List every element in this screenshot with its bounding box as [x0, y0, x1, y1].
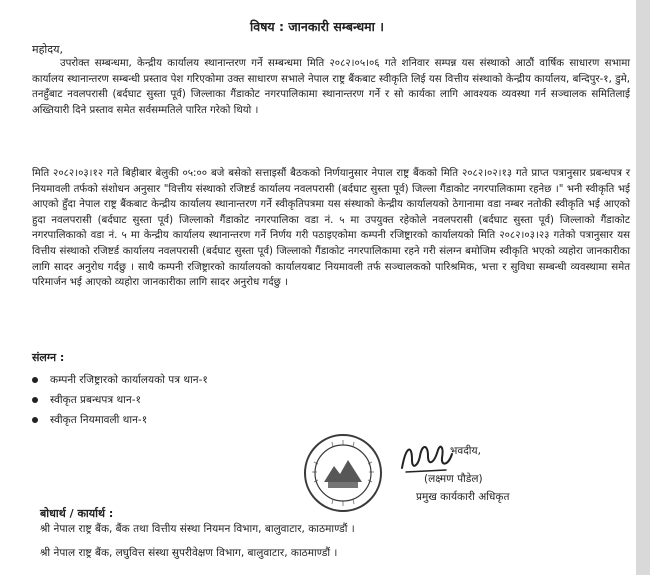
bullet-icon	[32, 377, 38, 383]
signer-name: (लक्ष्मण पौडेल)	[424, 473, 483, 485]
company-seal-icon	[302, 432, 384, 514]
body-paragraph-2: मिति २०८२।०३।१२ गते बिहीबार बेलुकी ०५:०० बजे बसेको सत्ताइसौं बैठकको निर्णयानुसार नेपाल राष्ट्र बैंकको मिति २०८२।०२।१३ गते प्राप्त पत्रानुसार प्रबन्धपत्र र नियमावली तर्फको संशोधन अनुसार "वित्तीय संस्थाको रजिष्टर्ड कार्यालय नवलपरासी (बर्दघाट सुस्ता पूर्व) जिल्ला गैंडाकोट नगरपालिकामा रहनेछ ।" भनी स्वीकृति भई आएको हुँदा नेपाल राष्ट्र बैंकबाट केन्द्रीय कार्यालय स्थानान्तरण गर्ने स्वीकृतिपत्रमा यस संस्थाको केन्द्रीय कार्यालयको ठेगानामा वडा नम्बर नतोकी स्वीकृति भई आएको हुदा नवलपरासी (बर्दघाट सुस्ता पूर्व) जिल्लाको गैंडाकोट नगरपालिका वडा नं. ५ मा उपयुक्त रहेकोले नवलपरासी (बर्दघाट सुस्ता पूर्व) जिल्लाको गैंडाकोट नगरपालिकाको वडा नं. ५ मा केन्द्रीय कार्यालय स्थानान्तरण गर्ने निर्णय गरी पठाइएकोमा कम्पनी रजिष्ट्रारको कार्यालयको मिति २०८२।०३।२३ गतेको पत्रानुसार यस वित्तीय संस्थाको रजिष्टर्ड कार्यालय नवलपरासी (बर्दघाट सुस्ता पूर्व) जिल्लाको गैंडाकोट नगरपालिकामा रहने गरी संलग्न बमोजिम स्वीकृति भएको व्यहोरा जानकारीका लागि सादर अनुरोध गर्दछु । साथै कम्पनी रजिष्ट्रारको कार्यालयको कार्यालयबाट नियमावली तर्फ सञ्चालकको पारिश्रमिक, भत्ता र सुविधा सम्बन्धी व्यवस्थामा समेत परिमार्जन भई आएको व्यहोरा जानकारीका लागि सादर अनुरोध गर्दछु ।	[32, 168, 630, 289]
subject-line: विषय : जानकारी सम्बन्धमा ।	[250, 19, 384, 34]
attachments-heading: संलग्न :	[32, 351, 65, 364]
cc-heading: बोधार्थ / कार्यार्थ :	[40, 507, 114, 520]
cc-recipient: श्री नेपाल राष्ट्र बैंक, बैंक तथा वित्तीय संस्था नियमन विभाग, बालुवाटार, काठमाण्डौं ।	[40, 523, 355, 535]
attachment-item	[32, 410, 208, 430]
page-edge-divider	[636, 0, 650, 575]
signer-title: प्रमुख कार्यकारी अधिकृत	[416, 491, 510, 503]
attachment-label: स्वीकृत प्रबन्धपत्र थान-१	[50, 394, 141, 406]
bullet-icon	[32, 417, 38, 423]
attachments-list	[32, 370, 208, 430]
body-paragraph-1: उपरोक्त सम्बन्धमा, केन्द्रीय कार्यालय स्थानान्तरण गर्ने सम्बन्धमा मिति २०८२।०५।०६ गते शनिवार सम्पन्न यस संस्थाको आठौं वार्षिक साधारण सभामा कार्यालय स्थानान्तरण सम्बन्धी प्रस्ताव पेश गरिएकोमा उक्त साधारण सभाले नेपाल राष्ट्र बैंकबाट स्वीकृति लिई यस वित्तीय संस्थाको केन्द्रीय कार्यालय, बन्दिपुर-१, डुमे, तनहुँबाट नवलपरासी (बर्दघाट सुस्ता पूर्व) जिल्लाका गैंडाकोट नगरपालिकामा स्थानान्तरण गर्ने र सो कार्यका लागि आवश्यक व्यवस्था गर्न सञ्चालक समितिलाई अख्तियारी दिने प्रस्ताव समेत सर्वसम्मतिले पारित गरेको थियो ।	[32, 58, 630, 116]
bullet-icon	[32, 397, 38, 403]
attachment-item	[32, 370, 208, 390]
attachment-label: स्वीकृत नियमावली थान-१	[50, 414, 148, 426]
salutation: महोदय,	[32, 43, 63, 56]
attachment-item	[32, 390, 208, 410]
closing-line: भवदीय,	[450, 445, 481, 457]
attachment-label: कम्पनी रजिष्ट्रारको कार्यालयको पत्र थान-१	[50, 374, 208, 386]
cc-recipient: श्री नेपाल राष्ट्र बैंक, लघुवित्त संस्था सुपरीवेक्षण विभाग, बालुवाटार, काठमाण्डौं ।	[40, 547, 338, 559]
